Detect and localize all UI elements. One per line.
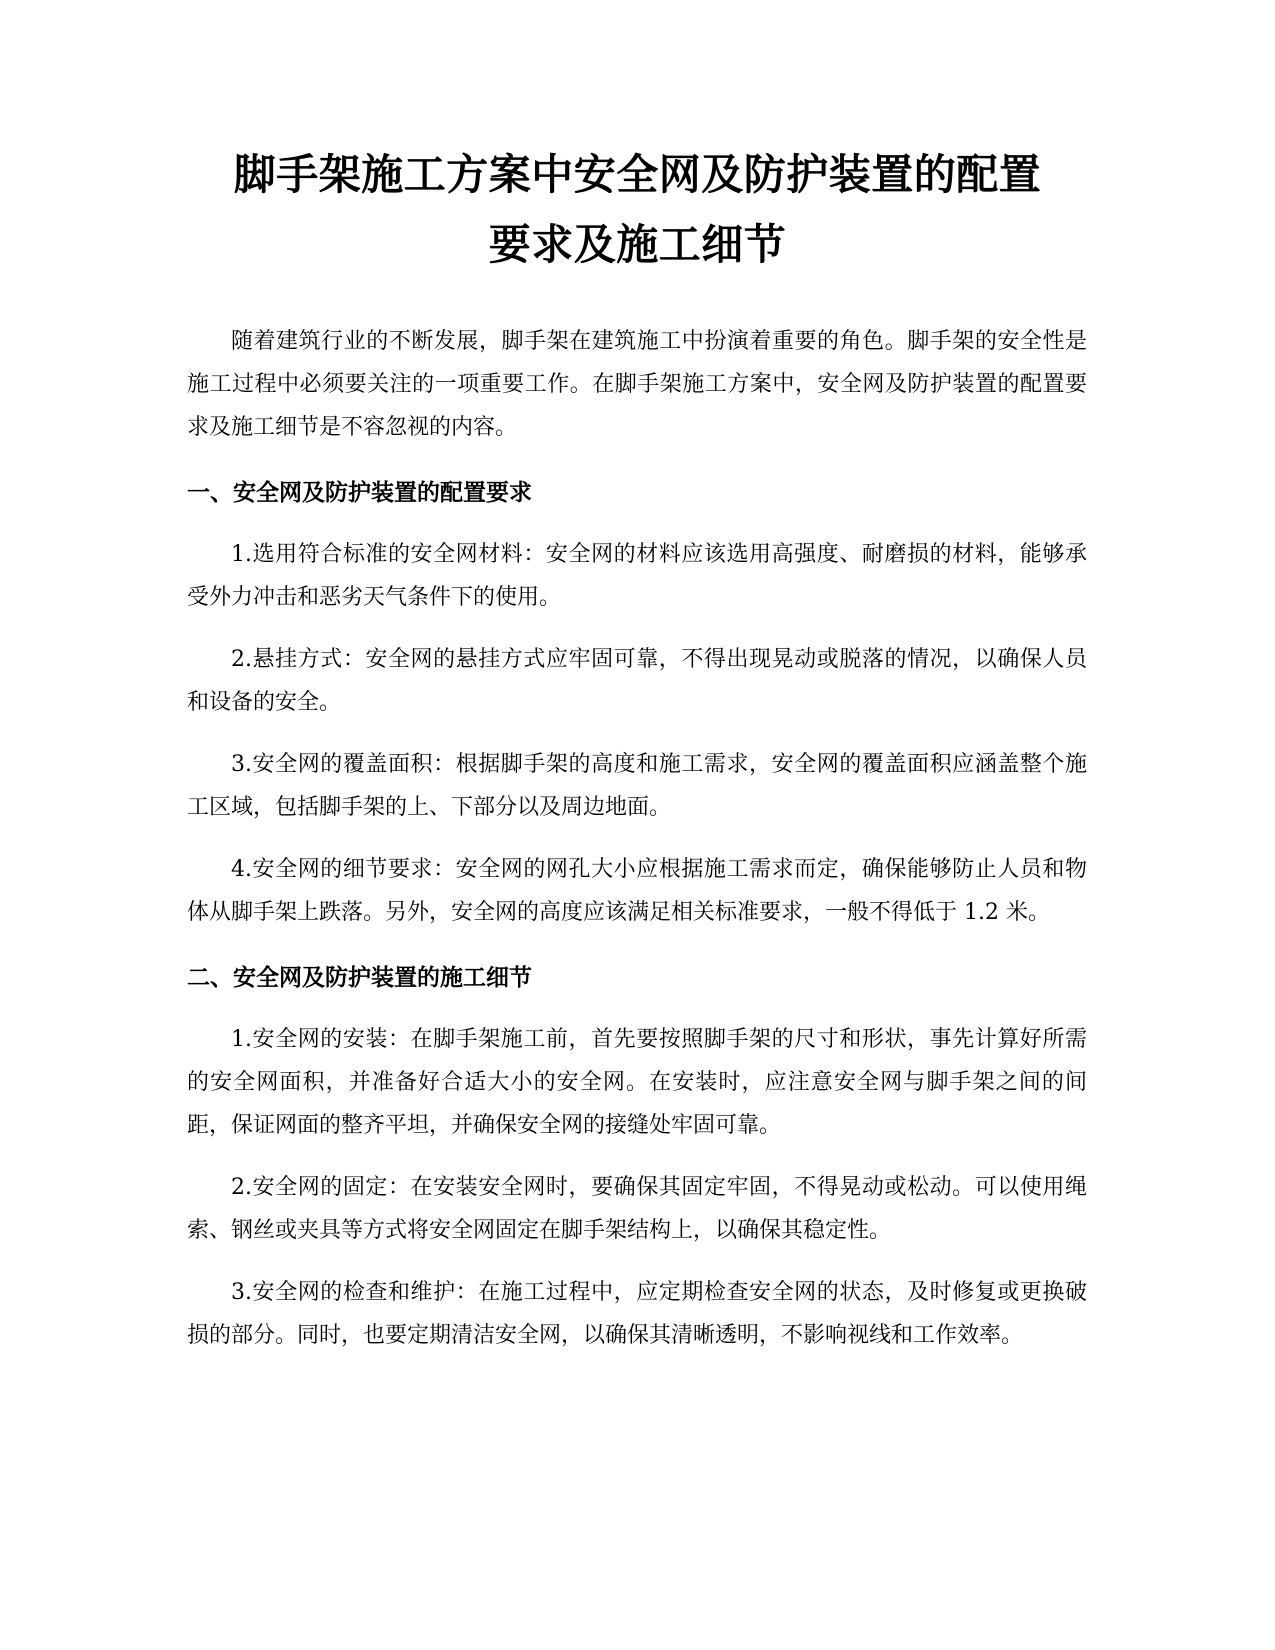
title-line-2: 要求及施工细节 — [488, 220, 787, 269]
section-2-item-3: 3.安全网的检查和维护：在施工过程中，应定期检查安全网的状态，及时修复或更换破损的部分。同时，也要定期清洁安全网，以确保其清晰透明，不影响视线和工作效率。 — [187, 1280, 1087, 1348]
section-heading-1: 一、安全网及防护装置的配置要求 — [187, 480, 532, 506]
section-1-item-2: 2.悬挂方式：安全网的悬挂方式应牢固可靠，不得出现晃动或脱落的情况，以确保人员和设备的安全。 — [187, 647, 1087, 715]
section-heading-2: 二、安全网及防护装置的施工细节 — [187, 965, 532, 991]
section-1-item-3: 3.安全网的覆盖面积：根据脚手架的高度和施工需求，安全网的覆盖面积应涵盖整个施工区域，包括脚手架的上、下部分以及周边地面。 — [187, 752, 1087, 820]
title-line-1: 脚手架施工方案中安全网及防护装置的配置 — [233, 150, 1042, 199]
section-1-item-1: 1.选用符合标准的安全网材料：安全网的材料应该选用高强度、耐磨损的材料，能够承受外力冲击和恶劣天气条件下的使用。 — [187, 542, 1087, 610]
document-title — [170, 140, 1105, 280]
section-2-item-2: 2.安全网的固定：在安装安全网时，要确保其固定牢固，不得晃动或松动。可以使用绳索、钢丝或夹具等方式将安全网固定在脚手架结构上，以确保其稳定性。 — [187, 1175, 1087, 1243]
intro-paragraph: 随着建筑行业的不断发展，脚手架在建筑施工中扮演着重要的角色。脚手架的安全性是施工过程中必须要关注的一项重要工作。在脚手架施工方案中，安全网及防护装置的配置要求及施工细节是不容忽视的内容。 — [187, 329, 1087, 440]
section-2-item-1: 1.安全网的安装：在脚手架施工前，首先要按照脚手架的尺寸和形状，事先计算好所需的安全网面积，并准备好合适大小的安全网。在安装时，应注意安全网与脚手架之间的间距，保证网面的整齐平坦，并确保安全网的接缝处牢固可靠。 — [187, 1027, 1087, 1138]
section-1-item-4: 4.安全网的细节要求：安全网的网孔大小应根据施工需求而定，确保能够防止人员和物体从脚手架上跌落。另外，安全网的高度应该满足相关标准要求，一般不得低于 1.2 米。 — [187, 857, 1087, 925]
document-body — [187, 320, 1087, 1376]
